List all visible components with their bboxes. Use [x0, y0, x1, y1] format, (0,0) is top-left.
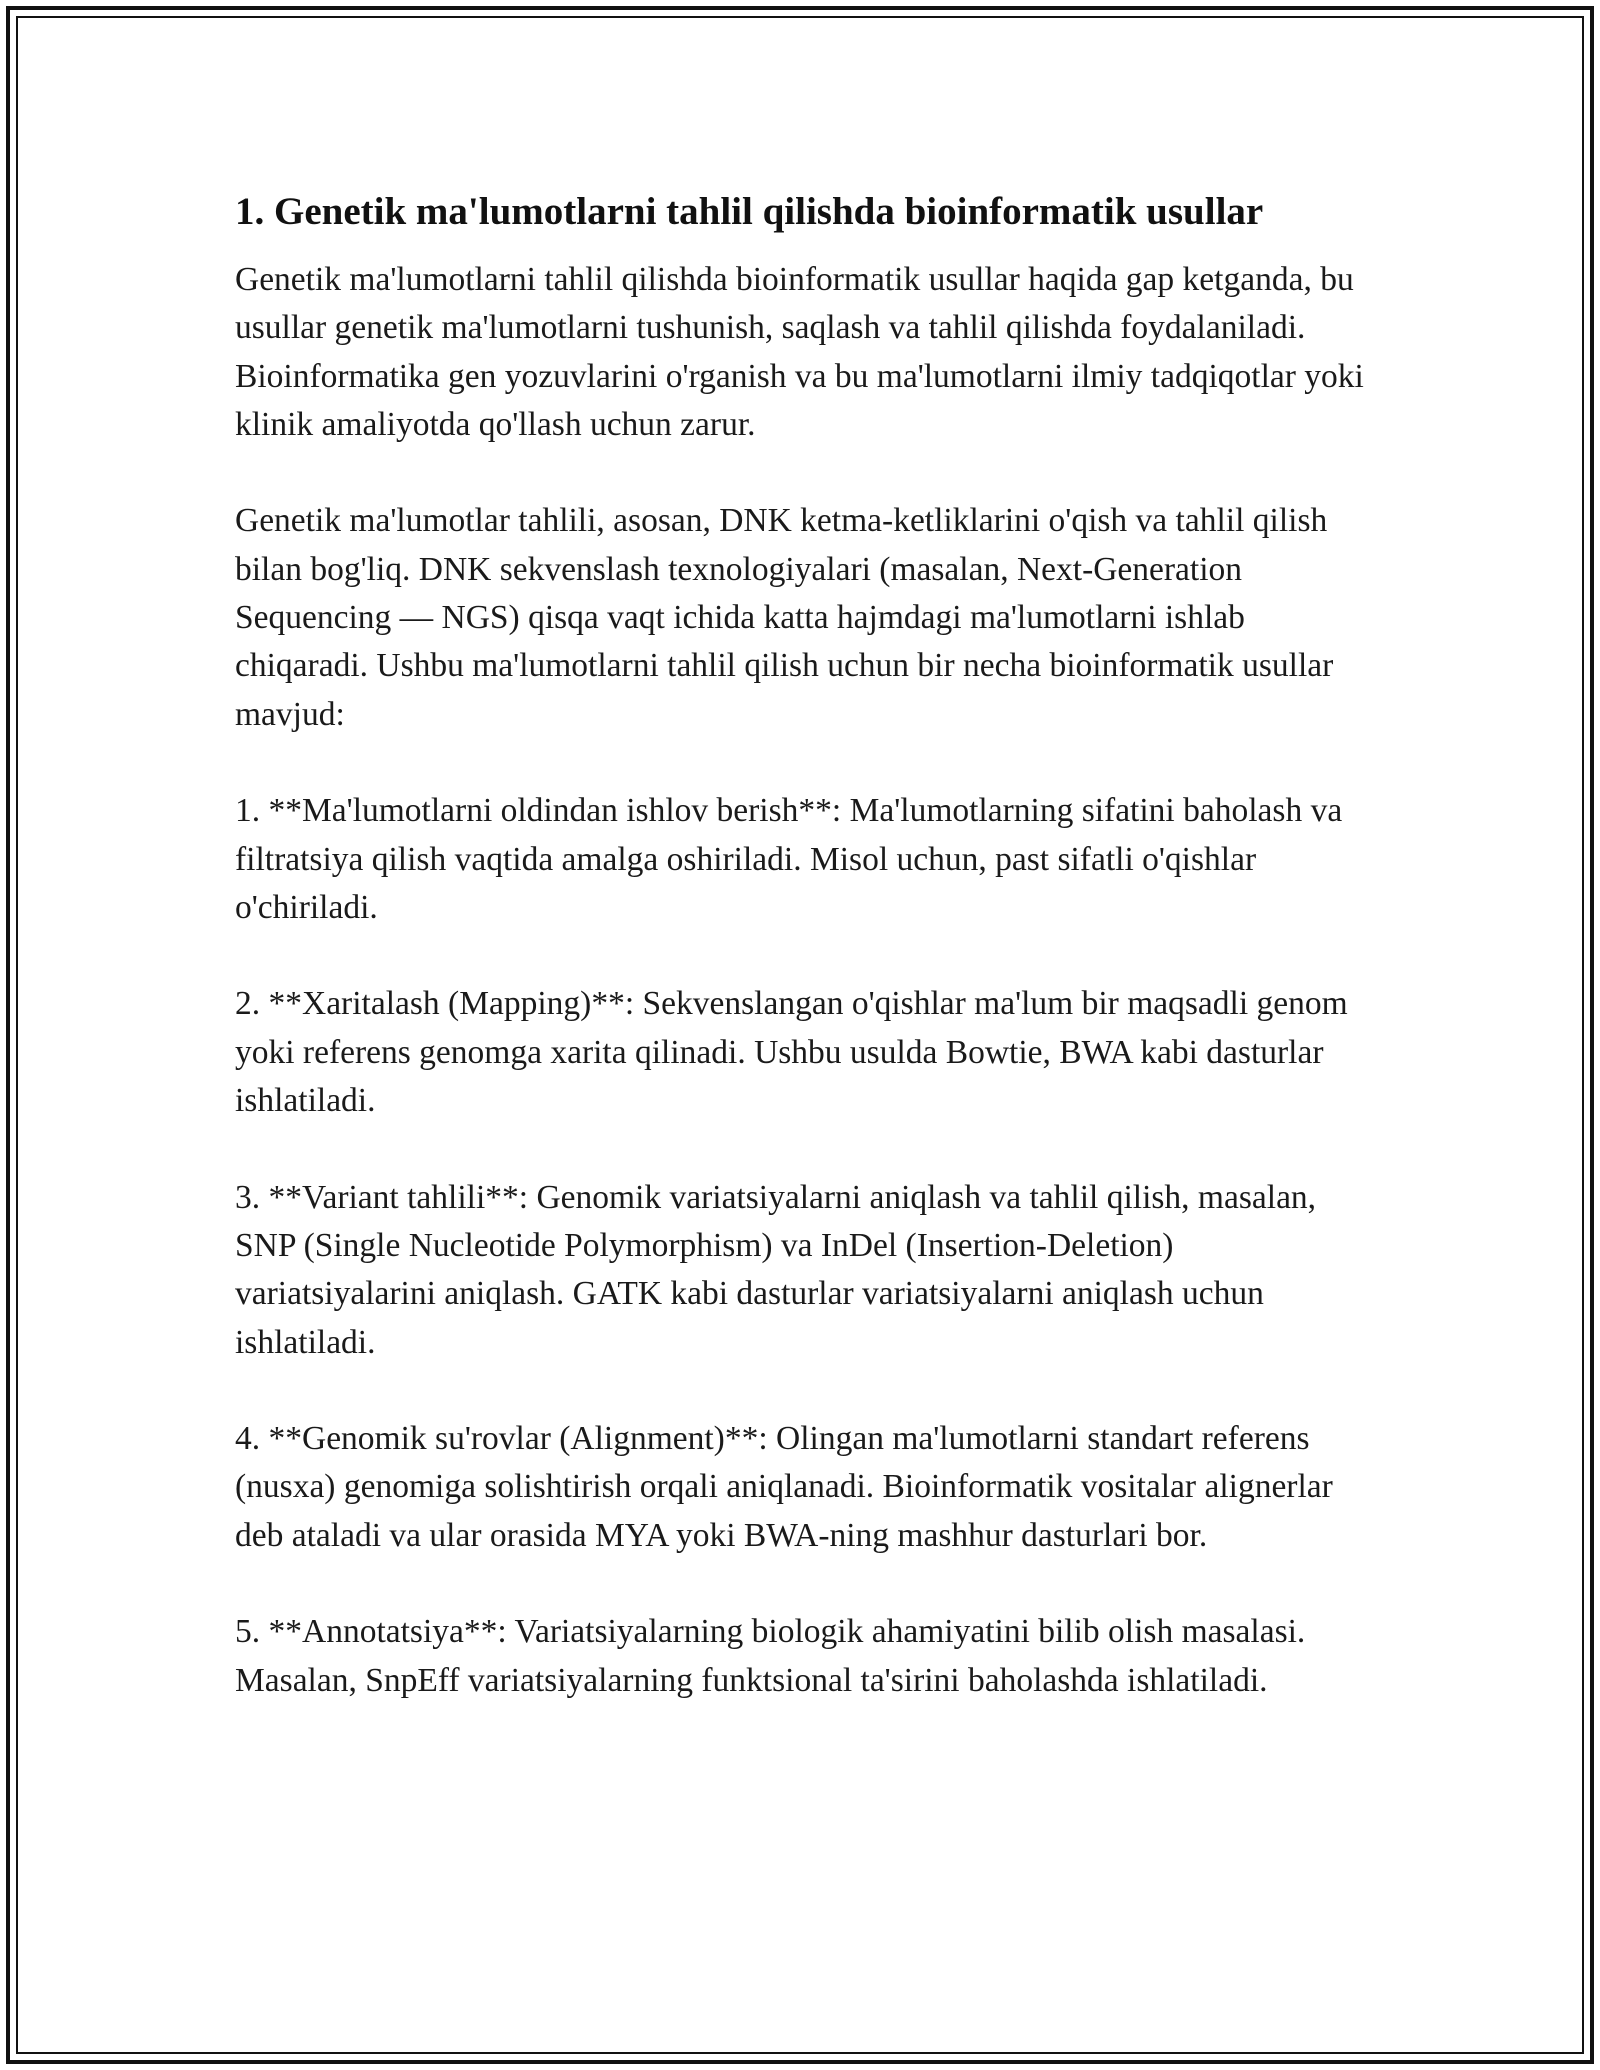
- list-item-variant-analysis: 3. **Variant tahlili**: Genomik variatsiyalarni aniqlash va tahlil qilish, masalan, SNP (Single Nucleotide Polymorphism) va InDel (Insertion-Deletion) variatsiyalarini aniqlash. GATK kabi dasturlar variatsiyalarni aniqlash uchun ishlatiladi.: [235, 1178, 1317, 1361]
- document-title: 1. Genetik ma'lumotlarni tahlil qilishda bioinformatik usullar: [235, 190, 1264, 233]
- list-item-preprocessing: 1. **Ma'lumotlarni oldindan ishlov berish**: Ma'lumotlarning sifatini baholash va filtratsiya qilish vaqtida amalga oshiriladi. Misol uchun, past sifatli o'qishlar o'chiriladi.: [235, 792, 1343, 926]
- document-body: [235, 186, 1365, 1753]
- list-item-alignment: 4. **Genomik su'rovlar (Alignment)**: Olingan ma'lumotlarni standart referens (nusxa) genomiga solishtirish orqali aniqlanadi. Bioinformatik vositalar alignerlar deb ataladi va ular orasida MYA yoki BWA-ning mashhur dasturlari bor.: [235, 1420, 1333, 1554]
- context-paragraph: Genetik ma'lumotlar tahlili, asosan, DNK ketma-ketliklarini o'qish va tahlil qilish bilan bog'liq. DNK sekvenslash texnologiyalari (masalan, Next-Generation Sequencing — NGS) qisqa vaqt ichida katta hajmdagi ma'lumotlarni ishlab chiqaradi. Ushbu ma'lumotlarni tahlil qilish uchun bir necha bioinformatik usullar mavjud:: [235, 502, 1334, 733]
- list-item-mapping: 2. **Xaritalash (Mapping)**: Sekvenslangan o'qishlar ma'lum bir maqsadli genom yoki referens genomga xarita qilinadi. Ushbu usulda Bowtie, BWA kabi dasturlar ishlatiladi.: [235, 985, 1348, 1120]
- list-item-annotation: 5. **Annotatsiya**: Variatsiyalarning biologik ahamiyatini bilib olish masalasi. Masalan, SnpEff variatsiyalarning funktsional ta'sirini baholashda ishlatiladi.: [235, 1613, 1306, 1699]
- intro-paragraph: Genetik ma'lumotlarni tahlil qilishda bioinformatik usullar haqida gap ketganda, bu usullar genetik ma'lumotlarni tushunish, saqlash va tahlil qilishda foydalaniladi. Bioinformatika gen yozuvlarini o'rganish va bu ma'lumotlarni ilmiy tadqiqotlar yoki klinik amaliyotda qo'llash uchun zarur.: [235, 261, 1364, 443]
